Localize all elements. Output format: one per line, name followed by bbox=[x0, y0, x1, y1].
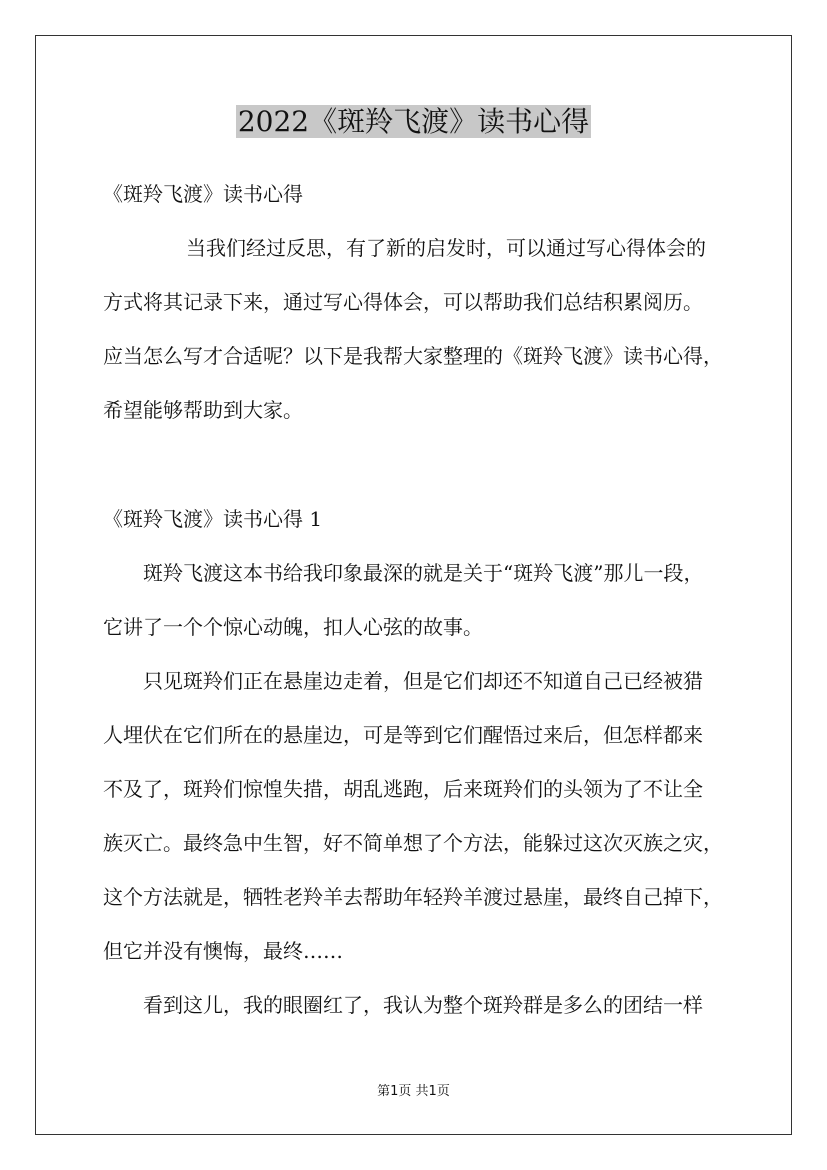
document-title-text: 2022《斑羚飞渡》读书心得 bbox=[237, 105, 590, 138]
document-title bbox=[0, 103, 827, 141]
intro-line-4: 希望能够帮助到大家。 bbox=[103, 398, 303, 422]
intro-line-1: 当我们经过反思，有了新的启发时，可以通过写心得体会的 bbox=[186, 236, 706, 260]
body-line-9: 看到这儿，我的眼圈红了，我认为整个斑羚群是多么的团结一样 bbox=[143, 993, 703, 1017]
intro-line-2: 方式将其记录下来，通过写心得体会，可以帮助我们总结积累阅历。 bbox=[103, 290, 703, 314]
body-line-5: 不及了，斑羚们惊惶失措，胡乱逃跑，后来斑羚们的头领为了不让全 bbox=[103, 777, 703, 801]
body-line-3: 只见斑羚们正在悬崖边走着，但是它们却还不知道自己已经被猎 bbox=[143, 669, 703, 693]
body-line-7: 这个方法就是，牺牲老羚羊去帮助年轻羚羊渡过悬崖，最终自己掉下， bbox=[103, 885, 723, 909]
body-line-6: 族灭亡。最终急中生智，好不简单想了个方法，能躲过这次灭族之灾， bbox=[103, 831, 723, 855]
intro-line-3: 应当怎么写才合适呢？以下是我帮大家整理的《斑羚飞渡》读书心得， bbox=[103, 344, 723, 368]
document-subtitle: 《斑羚飞渡》读书心得 bbox=[103, 182, 303, 206]
body-line-8: 但它并没有懊悔，最终…… bbox=[103, 939, 343, 963]
page-footer: 第1页 共1页 bbox=[377, 1084, 450, 1099]
body-line-4: 人埋伏在它们所在的悬崖边，可是等到它们醒悟过来后，但怎样都来 bbox=[103, 723, 703, 747]
body-line-2: 它讲了一个个惊心动魄，扣人心弦的故事。 bbox=[103, 615, 483, 639]
section-heading: 《斑羚飞渡》读书心得 1 bbox=[103, 507, 323, 531]
body-line-1: 斑羚飞渡这本书给我印象最深的就是关于“斑羚飞渡”那儿一段， bbox=[143, 561, 704, 585]
